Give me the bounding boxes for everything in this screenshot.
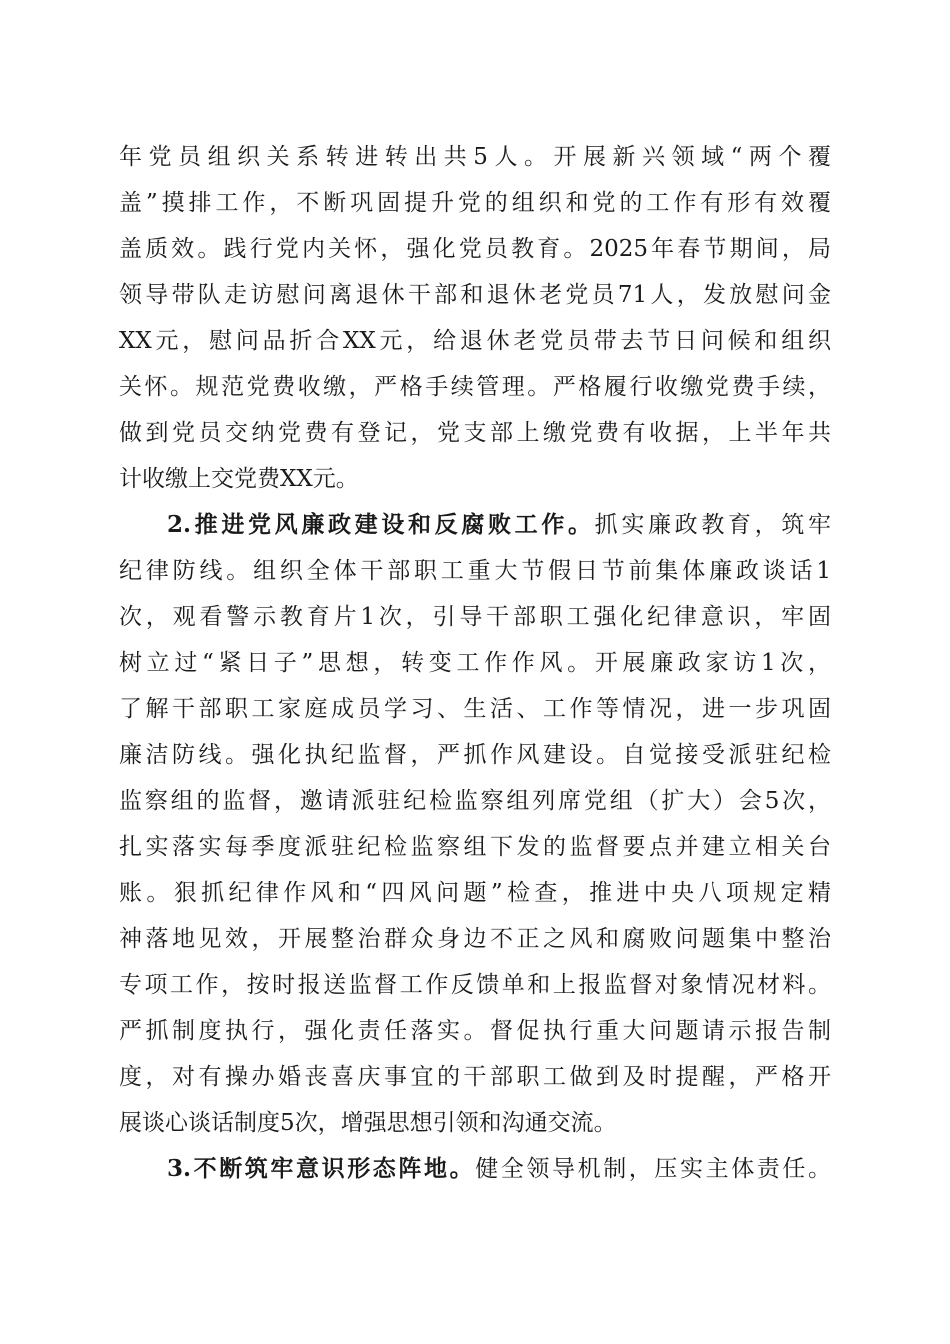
- paragraph-line: 盖”摸排工作，不断巩固提升党的组织和党的工作有形有效覆: [119, 190, 831, 216]
- paragraph-first-line: [167, 1149, 831, 1189]
- paragraph-line: 年党员组织关系转进转出共5人。开展新兴领域“两个覆: [119, 144, 831, 170]
- paragraph-line: 树立过“紧日子”思想，转变工作作风。开展廉政家访1次，: [119, 650, 831, 676]
- paragraph-line: 计收缴上交党费XX元。: [119, 466, 359, 492]
- paragraph-line: 做到党员交纳党费有登记，党支部上缴党费有收据，上半年共: [119, 420, 831, 446]
- paragraph-line: 扎实落实每季度派驻纪检监察组下发的监督要点并建立相关台: [119, 834, 831, 860]
- paragraph-line: 严抓制度执行，强化责任落实。督促执行重大问题请示报告制: [119, 1018, 831, 1044]
- paragraph-line: 盖质效。践行党内关怀，强化党员教育。2025年春节期间，局: [119, 236, 831, 262]
- section-heading: 2.推进党风廉政建设和反腐败工作。: [167, 511, 595, 538]
- paragraph-line: 次，观看警示教育片1次，引导干部职工强化纪律意识，牢固: [119, 604, 831, 630]
- paragraph-text: 健全领导机制，压实主体责任。: [475, 1156, 831, 1182]
- paragraph-line: 纪律防线。组织全体干部职工重大节假日节前集体廉政谈话1: [119, 558, 831, 584]
- paragraph-line: 度，对有操办婚丧喜庆事宜的干部职工做到及时提醒，严格开: [119, 1064, 831, 1090]
- paragraph-text: 抓实廉政教育，筑牢: [594, 512, 831, 538]
- paragraph-line: 监察组的监督，邀请派驻纪检监察组列席党组（扩大）会5次，: [119, 788, 831, 814]
- paragraph-line: 账。狠抓纪律作风和“四风问题”检查，推进中央八项规定精: [119, 880, 831, 906]
- paragraph-line: 领导带队走访慰问离退休干部和退休老党员71人，发放慰问金: [119, 282, 831, 308]
- paragraph-line: 展谈心谈话制度5次，增强思想引领和沟通交流。: [119, 1110, 617, 1136]
- paragraph-first-line: [167, 505, 831, 545]
- paragraph-line: 神落地见效，开展整治群众身边不正之风和腐败问题集中整治: [119, 926, 831, 952]
- paragraph-line: 廉洁防线。强化执纪监督，严抓作风建设。自觉接受派驻纪检: [119, 742, 831, 768]
- section-heading: 3.不断筑牢意识形态阵地。: [167, 1155, 476, 1182]
- paragraph-line: 了解干部职工家庭成员学习、生活、工作等情况，进一步巩固: [119, 696, 831, 722]
- paragraph-line: 专项工作，按时报送监督工作反馈单和上报监督对象情况材料。: [119, 972, 831, 998]
- paragraph-line: XX元，慰问品折合XX元，给退休老党员带去节日问候和组织: [119, 328, 831, 354]
- paragraph-line: 关怀。规范党费收缴，严格手续管理。严格履行收缴党费手续，: [119, 374, 831, 400]
